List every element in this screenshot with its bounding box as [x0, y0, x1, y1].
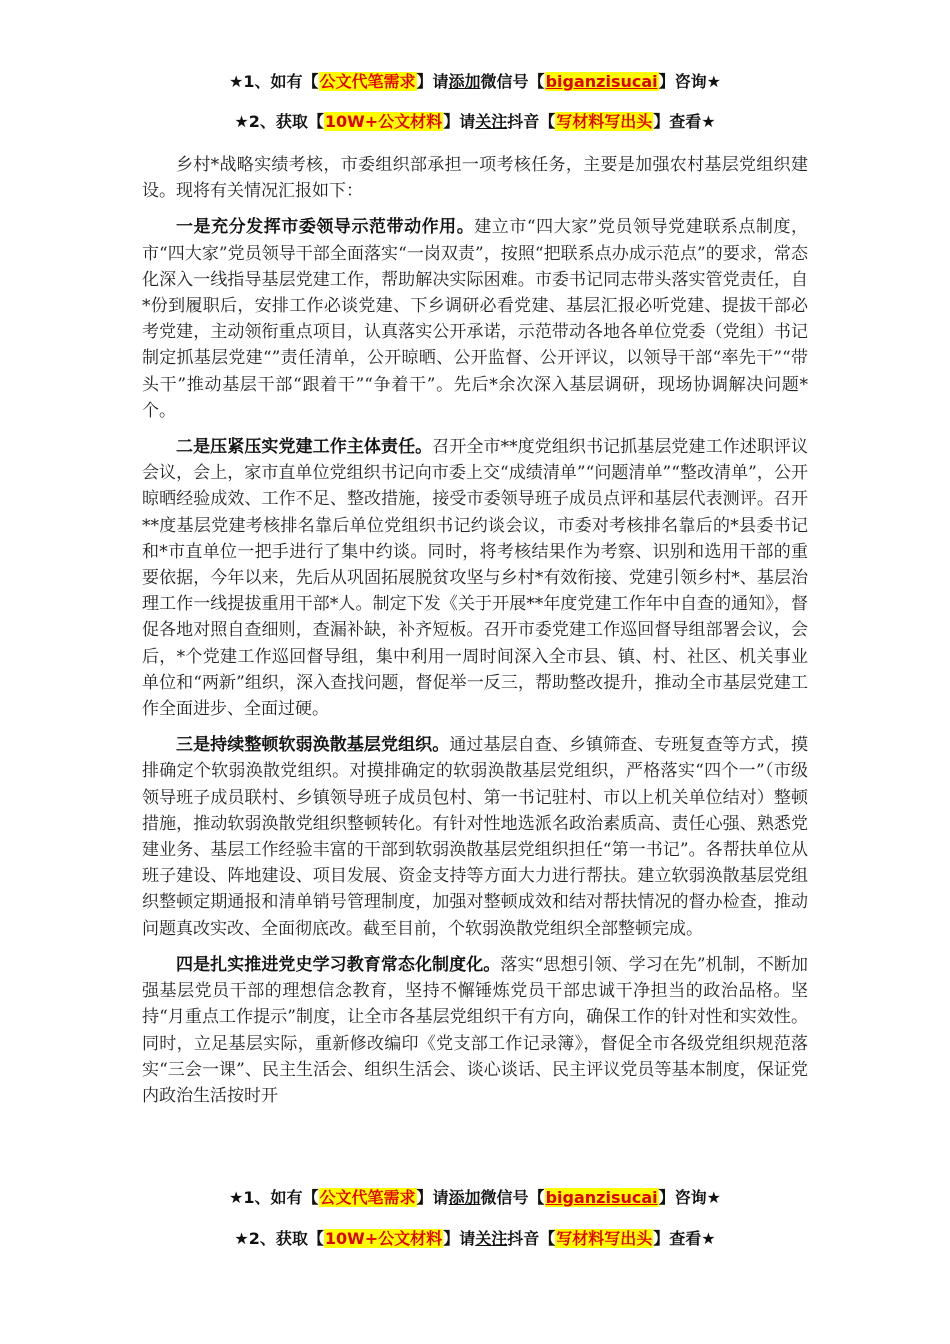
- douyin-account-tag: 写材料写出头: [556, 112, 653, 131]
- highlight-tag: 10W+公文材料: [324, 112, 443, 131]
- banner-text: 微信号【: [480, 72, 545, 91]
- section-text: 建立市“四大家”党员领导党建联系点制度，市“四大家”党员领导干部全面落实“一岗双责”，按照“把联系点办成示范点”的要求，常态化深入一线指导基层党建工作，帮助解决实际困难。市委书记同志带头落实管党责任，自*份到履职后，安排工作必谈党建、下乡调研必看党建、基层汇报必听党建、提拔干部必考党建，主动领衔重点项目，认真落实公开承诺，示范带动各地各单位党委（党组）书记制定抓基层党建“”责任清单，公开晾晒、公开监督、公开评议，以领导干部“率先干”“带头干”推动基层干部“跟着干”“争着干”。先后*余次深入基层调研，现场协调解决问题*个。: [142, 217, 808, 421]
- banner-text: 】请: [443, 1229, 476, 1248]
- banner-text: ★2、获取【: [234, 1229, 324, 1248]
- section-paragraph: [142, 434, 808, 722]
- document-body: [142, 152, 808, 1119]
- section-text: 召开全市**度党组织书记抓基层党建工作述职评议会议，会上，家市直单位党组织书记向市委上交“成绩清单”“问题清单”“整改清单”，公开晾晒经验成效、工作不足、整改措施，接受市委领导班子成员点评和基层代表测评。召开**度基层党建考核排名靠后单位党组织书记约谈会议，市委对考核排名靠后的*县委书记和*市直单位一把手进行了集中约谈。同时，将考核结果作为考察、识别和选用干部的重要依据，今年以来，先后从巩固拓展脱贫攻坚与乡村*有效衔接、党建引领乡村*、基层治理工作一线提拔重用干部*人。制定下发《关于开展**年度党建工作年中自查的通知》，督促各地对照自查细则，查漏补缺，补齐短板。召开市委党建工作巡回督导组部署会议，会后，*个党建工作巡回督导组，集中利用一周时间深入全市县、镇、村、社区、机关事业单位和“两新”组织，深入查找问题，督促举一反三，帮助整改提升，推动全市基层党建工作全面进步、全面过硬。: [142, 437, 808, 720]
- banner-text: 】咨询★: [658, 1188, 721, 1207]
- highlight-tag: 公文代笔需求: [319, 1188, 416, 1207]
- banner-underlined-text: 添加: [448, 72, 481, 91]
- banner-text: 抖音【: [507, 1229, 556, 1248]
- banner-text: 微信号【: [480, 1188, 545, 1207]
- banner-text: 】查看★: [653, 112, 716, 131]
- banner-underlined-text: 关注: [475, 112, 508, 131]
- wechat-id-link[interactable]: biganzisucai: [545, 72, 658, 91]
- bottom-banner-line-1: [0, 1185, 950, 1211]
- intro-paragraph: 乡村*战略实绩考核，市委组织部承担一项考核任务，主要是加强农村基层党组织建设。现将有关情况汇报如下：: [142, 155, 808, 202]
- banner-text: 】请: [416, 1188, 449, 1207]
- banner-text: 】请: [416, 72, 449, 91]
- banner-text: 】查看★: [653, 1229, 716, 1248]
- banner-text: 】请: [443, 112, 476, 131]
- bottom-banner-line-2: [0, 1226, 950, 1252]
- douyin-account-tag: 写材料写出头: [556, 1229, 653, 1248]
- section-text: 落实“思想引领、学习在先”机制，不断加强基层党员干部的理想信念教育，坚持不懈锤炼党员干部忠诚干净担当的政治品格。坚持“月重点工作提示”制度，让全市各基层党组织干有方向，确保工作的针对性和实效性。同时，立足基层实际，重新修改编印《党支部工作记录簿》，督促全市各级党组织规范落实“三会一课”、民主生活会、组织生活会、谈心谈话、民主评议党员等基本制度，保证党内政治生活按时开: [142, 954, 808, 1106]
- section-lead: 一是充分发挥市委领导示范带动作用。: [176, 217, 475, 238]
- banner-text: ★1、如有【: [229, 1188, 319, 1207]
- highlight-tag: 公文代笔需求: [319, 72, 416, 91]
- section-lead: 四是扎实推进党史学习教育常态化制度化。: [176, 954, 501, 975]
- banner-text: 】咨询★: [658, 72, 721, 91]
- section-text: 通过基层自查、乡镇筛查、专班复查等方式，摸排确定个软弱涣散党组织。对摸排确定的软弱涣散基层党组织，严格落实“四个一”（市级领导班子成员联村、乡镇领导班子成员包村、第一书记驻村、市以上机关单位结对）整顿措施，推动软弱涣散党组织整顿转化。有针对性地选派名政治素质高、责任心强、熟悉党建业务、基层工作经验丰富的干部到软弱涣散基层党组织担任“第一书记”。各帮扶单位从班子建设、阵地建设、项目发展、资金支持等方面大力进行帮扶。建立软弱涣散基层党组织整顿定期通报和清单销号管理制度，加强对整顿成效和结对帮扶情况的督办检查，推动问题真改实改、全面彻底改。截至目前，个软弱涣散党组织全部整顿完成。: [142, 735, 809, 939]
- banner-text: ★1、如有【: [229, 72, 319, 91]
- banner-text: 抖音【: [507, 112, 556, 131]
- section-lead: 二是压紧压实党建工作主体责任。: [176, 437, 433, 458]
- section-paragraph: [142, 952, 808, 1109]
- top-banner-line-2: [0, 109, 950, 135]
- banner-underlined-text: 关注: [475, 1229, 508, 1248]
- highlight-tag: 10W+公文材料: [324, 1229, 443, 1248]
- banner-text: ★2、获取【: [234, 112, 324, 131]
- wechat-id-link[interactable]: biganzisucai: [545, 1188, 658, 1207]
- top-banner-line-1: [0, 69, 950, 95]
- banner-underlined-text: 添加: [448, 1188, 481, 1207]
- section-paragraph: [142, 214, 808, 424]
- section-lead: 三是持续整顿软弱涣散基层党组织。: [176, 735, 450, 756]
- section-paragraph: [142, 732, 808, 942]
